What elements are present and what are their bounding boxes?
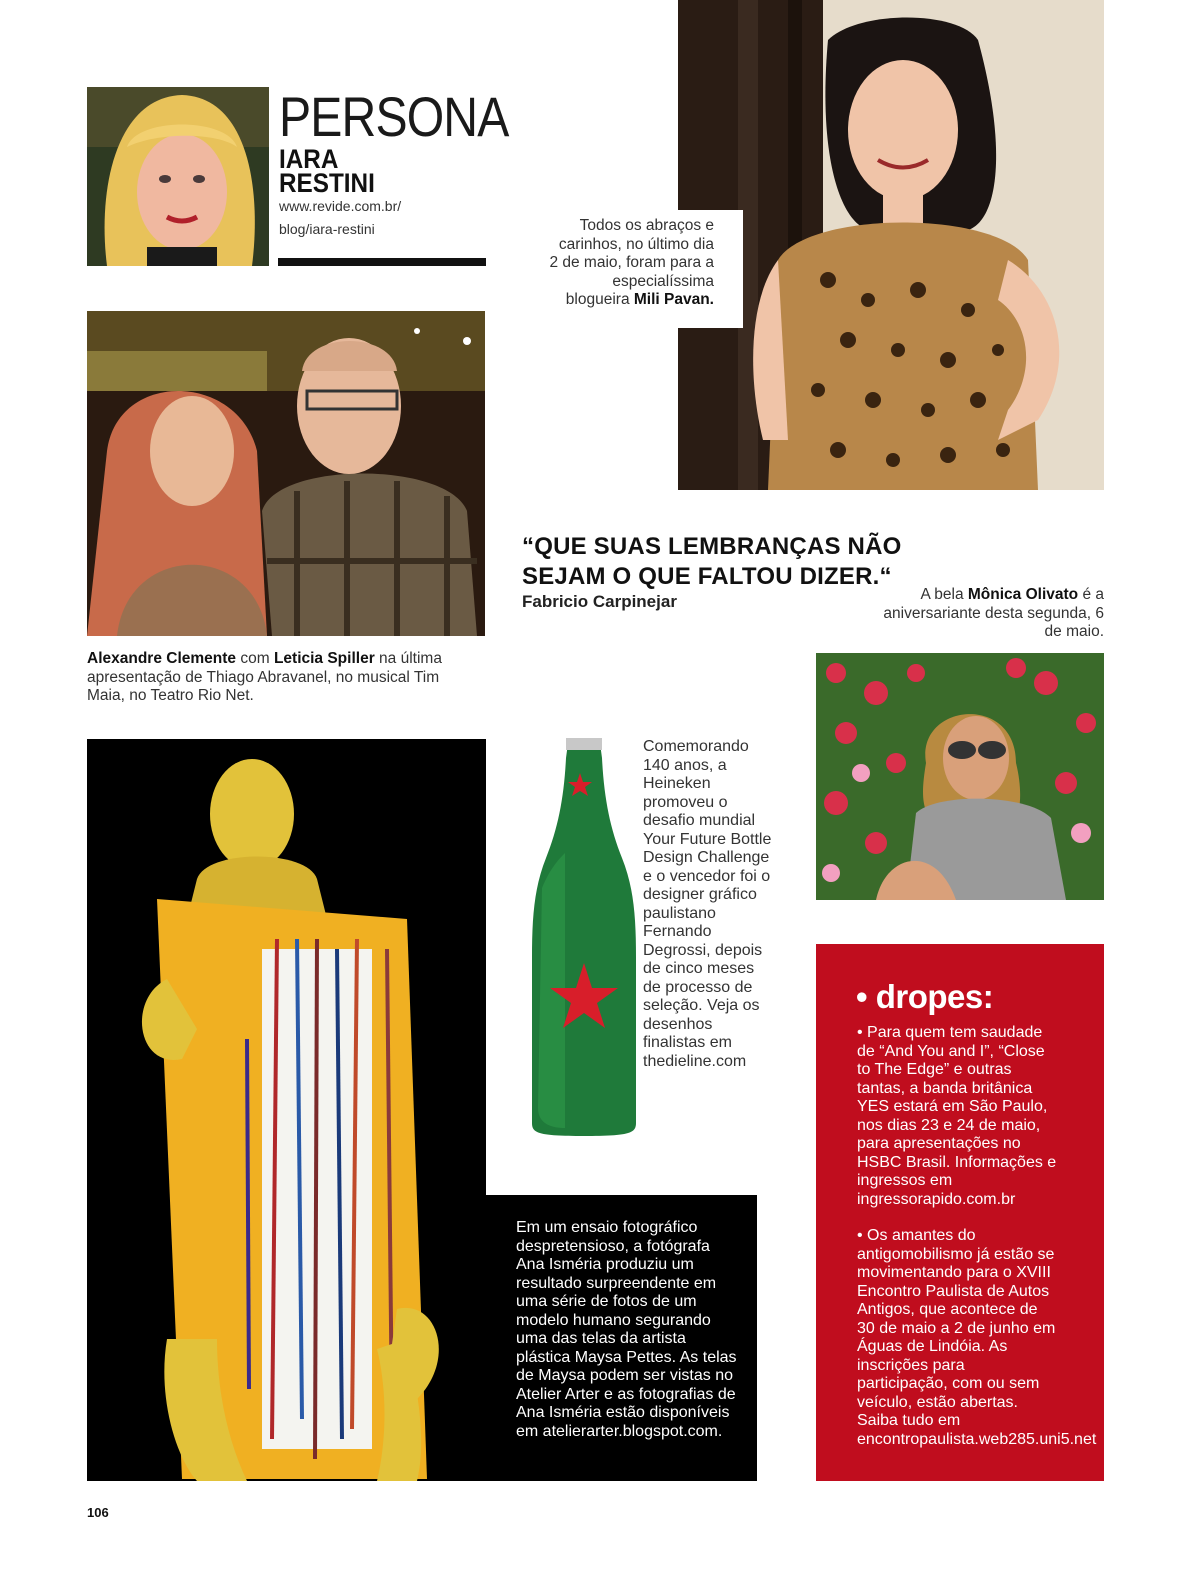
leticia-name: Leticia Spiller	[273, 650, 375, 667]
monica-caption-rest: é a aniversariante desta segunda, 6 de maio.	[883, 586, 1104, 640]
alexandre-leticia-photo	[87, 311, 485, 636]
quote-line-1: “QUE SUAS LEMBRANÇAS NÃO	[522, 533, 902, 560]
alexandre-caption-rest: na última apresentação de Thiago Abravanel, no musical Tim Maia, no Teatro Rio Net.	[87, 650, 442, 704]
dropes-title: • dropes:	[856, 978, 994, 1015]
alexandre-caption-mid: com	[236, 650, 274, 667]
section-title: PERSONA	[279, 85, 509, 148]
monica-caption	[880, 586, 1104, 642]
alexandre-name: Alexandre Clemente	[87, 650, 237, 667]
pull-quote	[522, 532, 901, 592]
dropes-item-yes: • Para quem tem saudade de “And You and I”, “Close to The Edge” e outras tantas, a banda britânica YES estará em São Paulo, nos dias 23 e 24 de maio, para apresentações no HSBC Brasil. Informações e ingressos em ingressorapido.com.br	[857, 1024, 1057, 1208]
yellow-model-painting-photo	[87, 739, 486, 1481]
dropes-item-autos: • Os amantes do antigomobilismo já estão se movimentando para o XVIII Encontro Paulista de Autos Antigos, que acontece de 30 de maio a 2 de junho em Águas de Lindóia. As inscrições para participação, com ou sem veículo, estão abertas. Saiba tudo em encontropaulista.web285.uni5.net	[857, 1227, 1097, 1448]
columnist-name-line2: RESTINI	[279, 168, 375, 198]
monica-caption-pre: A bela	[920, 586, 968, 603]
header-divider	[278, 258, 486, 266]
mili-caption	[548, 217, 714, 310]
alexandre-caption	[87, 650, 467, 706]
page-number: 106	[87, 1505, 109, 1520]
heineken-caption: Comemorando 140 anos, a Heineken promoveu o desafio mundial Your Future Bottle Design Challenge e o vencedor foi o designer gráfico paulistano Fernando Degrossi, depois de cinco meses de processo de seleção. Veja os desenhos finalistas em thedieline.com	[643, 738, 772, 1070]
ana-ismeria-caption: Em um ensaio fotográfico despretensioso, a fotógrafa Ana Isméria produziu um resultado surpreendente em uma série de fotos de um modelo humano segurando uma das telas da artista plástica Maysa Pettes. As telas de Maysa podem ser vistas no Atelier Arter e as fotografias de Ana Isméria estão disponíveis em atelierarter.blogspot.com.	[516, 1219, 737, 1440]
blog-url-line2[interactable]: blog/iara-restini	[279, 221, 375, 237]
columnist-name-line1: IARA	[279, 144, 339, 174]
quote-line-2: SEJAM O QUE FALTOU DIZER.“	[522, 563, 892, 590]
mili-name: Mili Pavan.	[633, 291, 714, 308]
iara-restini-photo	[87, 87, 269, 266]
heineken-bottle-image	[530, 738, 638, 1138]
mili-caption-text: Todos os abraços e carinhos, no último dia 2 de maio, foram para a especialíssima blogueira	[549, 217, 714, 308]
monica-name: Mônica Olivato	[967, 586, 1079, 603]
quote-author: Fabricio Carpinejar	[522, 592, 677, 611]
blog-url-line1[interactable]: www.revide.com.br/	[279, 198, 402, 214]
monica-olivato-photo	[816, 653, 1104, 900]
